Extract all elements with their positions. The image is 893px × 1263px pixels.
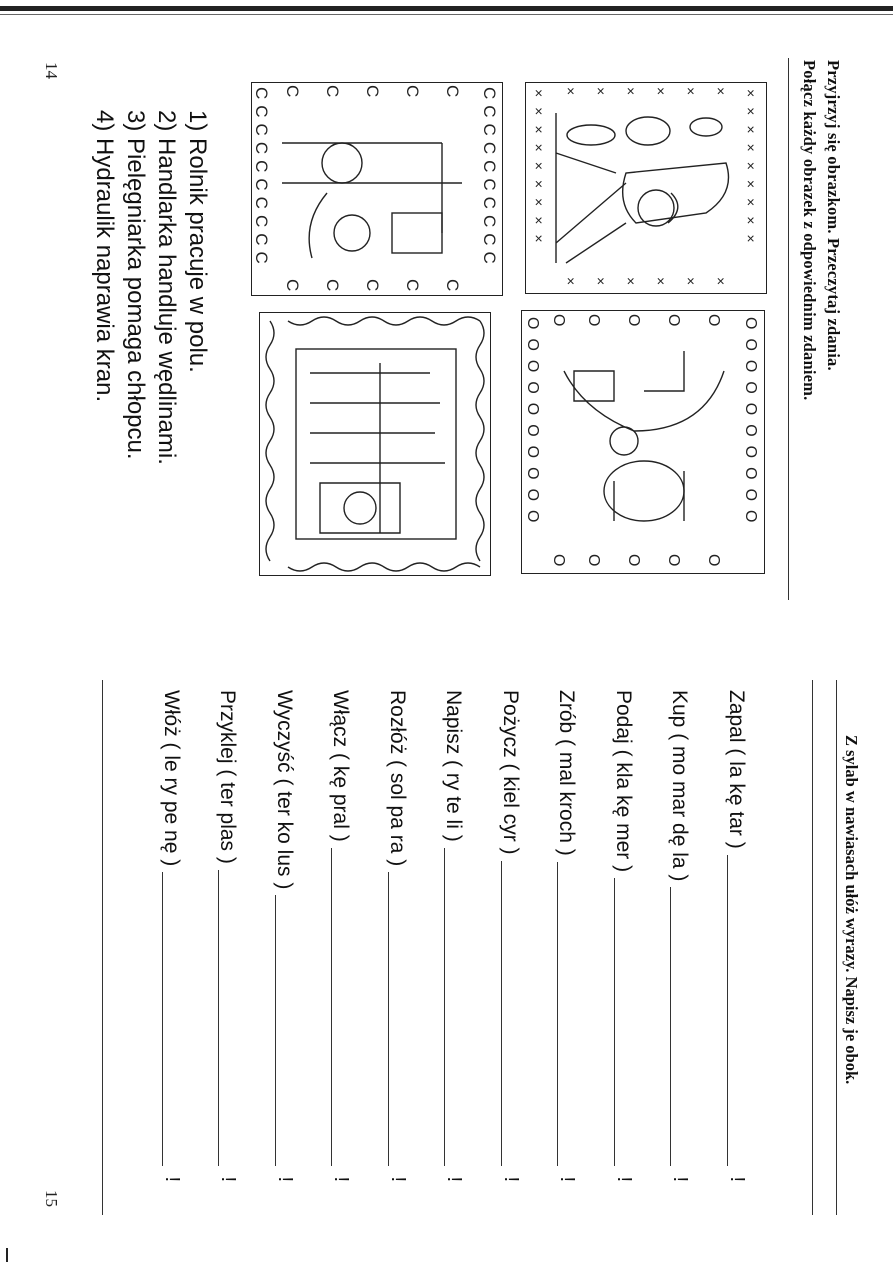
answer-line[interactable] [445,848,466,1167]
picture-shop-seller [525,82,767,294]
exercise-row [240,690,297,1190]
instruction-underline [788,58,789,600]
exercise-end-mark: ! [387,1176,409,1182]
svg-text:×: × [653,277,669,286]
exercise-row [579,690,636,1190]
exercise-end-mark: ! [500,1176,522,1182]
svg-text:×: × [593,277,609,286]
answer-line[interactable] [671,887,692,1166]
picture-shop-seller-drawing [526,83,766,293]
exercise-verb: Rozłóż [386,690,409,755]
answer-line[interactable] [162,872,183,1166]
svg-text:×: × [563,277,579,286]
svg-text:×: × [623,87,639,96]
svg-text:C: C [403,85,422,98]
page-number-right: 15 [42,1190,61,1207]
exercise-syllables: ( mo mar dę la ) [668,733,692,882]
exercise-end-mark: ! [613,1176,635,1182]
svg-text:O: O [625,554,642,567]
svg-text:×: × [593,87,609,96]
picture-plumber [521,310,765,574]
svg-text:×: × [563,87,579,96]
svg-text:O: O [550,554,567,567]
sentence-2: 2) Handlarka handluje wędlinami. [153,110,180,465]
exercise-instruction: Z sylab w nawiasach ułóż wyrazy. Napisz je obok. [842,735,861,1085]
exercise-rule-bottom [102,680,103,1215]
picture-nurse-drawing [252,83,502,295]
exercise-row [353,690,410,1190]
svg-text:O: O [625,314,642,327]
picture-farmer-drawing [260,313,490,575]
exercise-row [296,690,353,1190]
exercise-end-mark: ! [274,1176,296,1182]
exercise-syllables: ( ry te li ) [442,760,466,842]
svg-text:CCCCCCCCCC: CCCCCCCCCC [252,87,271,270]
exercise-verb: Przyklej [216,690,240,764]
svg-text:O: O [665,314,682,327]
exercise-syllables: ( kę pral ) [329,753,353,842]
svg-text:×: × [623,277,639,286]
svg-text:C: C [443,279,462,292]
exercise-row [635,690,692,1190]
svg-text:C: C [363,85,382,98]
answer-line[interactable] [501,861,522,1167]
sentence-list [89,110,213,465]
exercise-end-mark: ! [443,1176,466,1182]
answer-line[interactable] [388,872,409,1166]
word-exercise-list [127,690,749,1190]
svg-text:C: C [283,279,302,292]
svg-text:×: × [653,87,669,96]
svg-text:OOOOOOOOOO: OOOOOOOOOO [524,317,541,532]
svg-text:×××××××××: ××××××××× [743,89,759,253]
svg-text:C: C [443,85,462,98]
svg-text:×: × [683,87,699,96]
svg-text:O: O [550,314,567,327]
svg-text:C: C [283,85,302,98]
answer-line[interactable] [614,878,635,1166]
svg-text:C: C [323,85,342,98]
svg-text:C: C [403,279,422,292]
svg-text:×: × [683,277,699,286]
answer-line[interactable] [727,855,748,1167]
answer-line[interactable] [558,862,579,1167]
instruction-line-1: Przyjrzyj się obrazkom. Przeczytaj zdania. [824,60,843,371]
sentence-1: 1) Rolnik pracuje w polu. [184,110,211,373]
svg-text:C: C [363,279,382,292]
exercise-end-mark: ! [217,1176,240,1182]
sentence-4: 4) Hydraulik naprawia kran. [91,110,118,403]
exercise-verb: Wyczyść [273,690,296,773]
exercise-verb: Kup [668,690,692,728]
exercise-syllables: ( sol pa ra ) [386,760,409,867]
svg-text:O: O [705,554,722,567]
sentence-3: 3) Pielęgniarka pomaga chłopcu. [122,110,149,460]
exercise-row [409,690,466,1190]
exercise-end-mark: ! [726,1176,748,1182]
svg-text:×: × [713,87,729,96]
exercise-verb: Zrób [555,690,579,734]
svg-text:O: O [585,554,602,567]
exercise-syllables: ( la kę tar ) [725,748,748,849]
exercise-syllables: ( kla kę mer ) [612,749,635,873]
exercise-row [466,690,523,1190]
exercise-end-mark: ! [330,1176,353,1182]
exercise-row [183,690,240,1190]
exercise-end-mark: ! [556,1176,579,1182]
exercise-syllables: ( ter plas ) [216,769,240,864]
svg-text:O: O [585,314,602,327]
svg-text:×××××××××: ××××××××× [531,89,547,253]
svg-text:CCCCCCCCCC: CCCCCCCCCC [480,87,499,270]
exercise-verb: Włącz [329,690,353,748]
exercise-end-mark: ! [161,1176,183,1182]
exercise-verb: Włóż [160,690,183,737]
exercise-syllables: ( kiel cyr ) [499,763,522,855]
instruction-line-2: Połącz każdy obrazek z odpowiednim zdaniem. [800,60,819,401]
svg-text:O: O [705,314,722,327]
exercise-verb: Napisz [442,690,466,755]
exercise-syllables: ( le ry pe nę ) [160,742,183,867]
exercise-verb: Zapal [725,690,748,743]
picture-farmer [259,312,491,576]
picture-nurse [251,82,503,296]
svg-text:O: O [665,554,682,567]
exercise-row [127,690,184,1190]
exercise-syllables: ( mal kroch ) [555,739,579,856]
exercise-row [692,690,749,1190]
exercise-rule-top [812,680,813,1215]
page-number-left: 14 [42,62,61,79]
exercise-verb: Pożycz [499,690,522,758]
picture-plumber-drawing [522,311,764,573]
exercise-verb: Podaj [612,690,635,744]
exercise-rule-upper [836,680,837,1215]
exercise-end-mark: ! [669,1176,692,1182]
svg-text:OOOOOOOOOO: OOOOOOOOOO [742,317,759,532]
svg-text:×: × [713,277,729,286]
answer-line[interactable] [219,870,240,1167]
exercise-syllables: ( ter ko lus ) [273,778,296,890]
answer-line[interactable] [332,848,353,1167]
answer-line[interactable] [275,895,296,1166]
svg-text:C: C [323,279,342,292]
exercise-row [522,690,579,1190]
